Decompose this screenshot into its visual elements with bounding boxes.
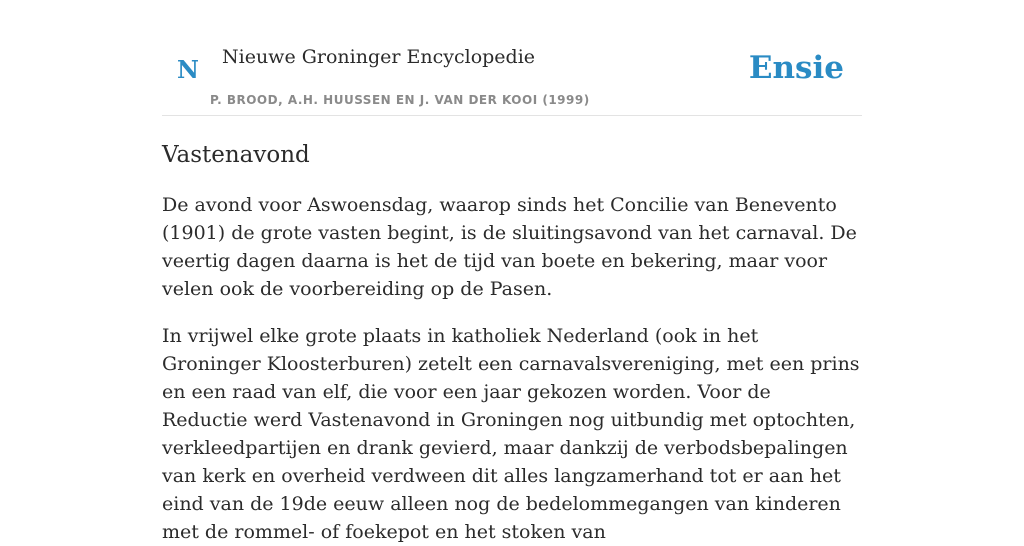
article-paragraph: In vrijwel elke grote plaats in katholiek Nederland (ook in het Groninger Kloosterburen) zetelt een carnavalsvereniging, met een prins en een raad van elf, die voor een jaar gekozen worden. Voor de Reductie werd Vastenavond in Groningen nog uitbundig met optochten, verkleedpartijen en drank gevierd, maar dankzij de verbodsbepalingen van kerk en overheid verdween dit alles langzamerhand tot er aan het eind van de 19de eeuw alleen nog de bedelommegangen van kinderen met de rommel- of foekepot en het stoken van	[162, 325, 860, 543]
ensie-brand-link[interactable]: Ensie	[748, 50, 844, 86]
article-paragraph: De avond voor Aswoensdag, waarop sinds het Concilie van Benevento (1901) de grote vasten begint, is de sluitingsavond van het carnaval. De veertig dagen daarna is het de tijd van boete en bekering, maar voor velen ook de voorbereiding op de Pasen.	[162, 194, 857, 300]
article-title: Vastenavond	[162, 142, 310, 168]
page	[162, 0, 862, 546]
encyclopedia-logo[interactable]: N	[177, 55, 199, 84]
book-authors: P. BROOD, A.H. HUUSSEN EN J. VAN DER KOOI (1999)	[210, 93, 590, 107]
book-title[interactable]: Nieuwe Groninger Encyclopedie	[222, 46, 536, 68]
header	[162, 0, 862, 116]
